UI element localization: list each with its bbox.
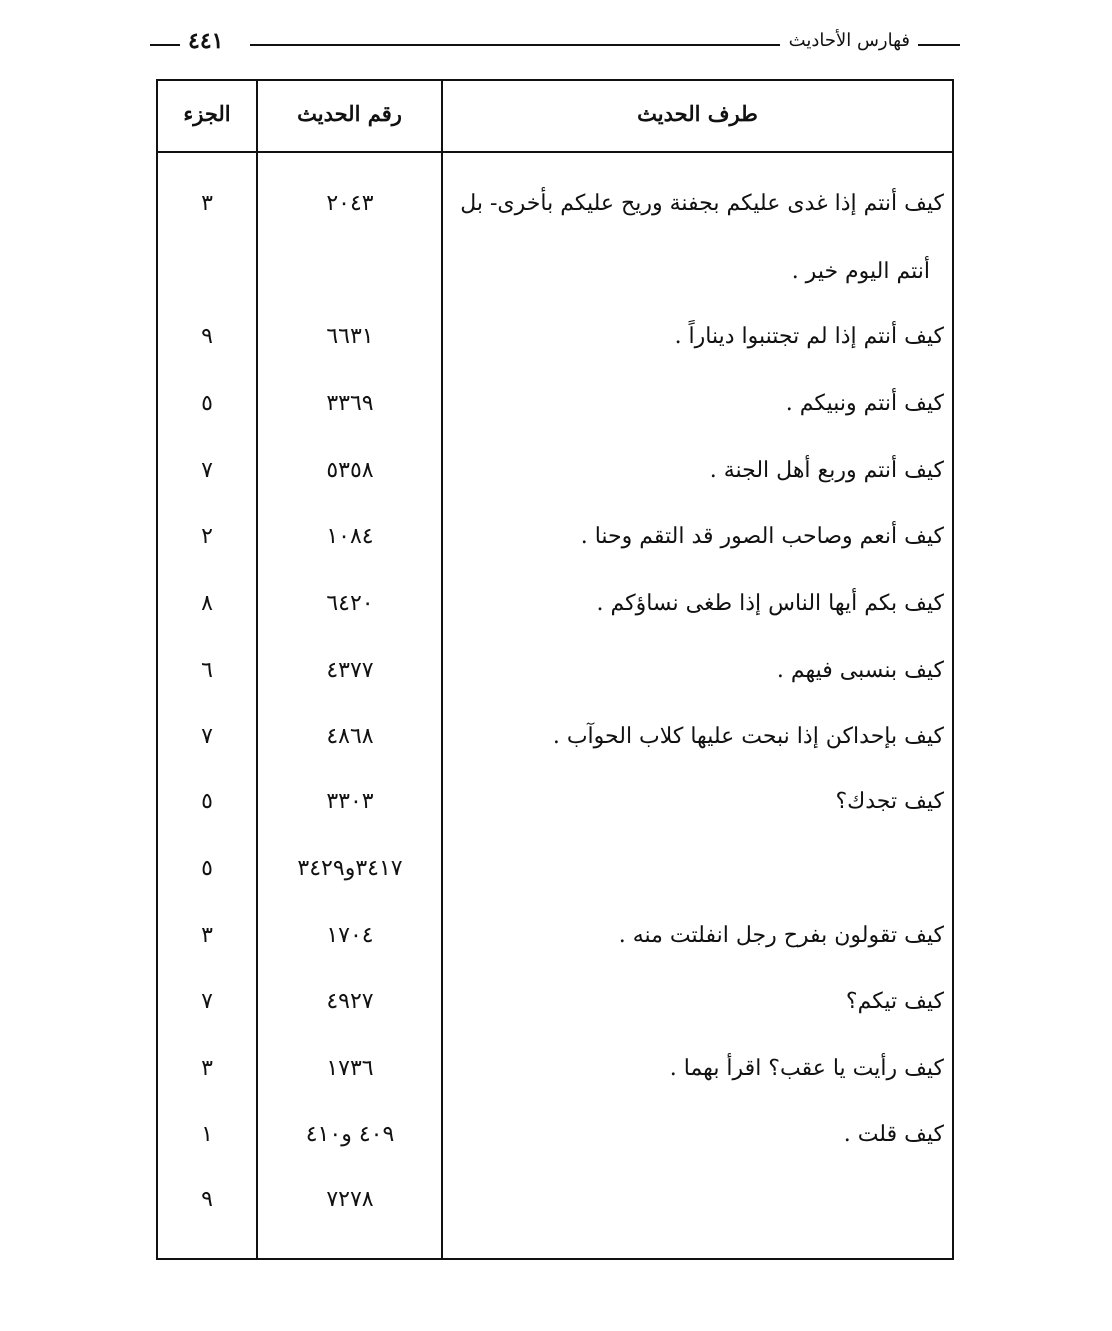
row-12-text: كيف تيكم؟: [845, 989, 944, 1014]
row-6-volume: ٨: [201, 591, 213, 616]
row-11-volume: ٣: [201, 923, 213, 948]
row-11-text: كيف تقولون بفرح رجل انفلتت منه .: [618, 923, 944, 948]
row-13-text: كيف رأيت يا عقب؟ اقرأ بهما .: [669, 1056, 944, 1081]
row-1-continuation-text: أنتم اليوم خير .: [791, 259, 930, 284]
header-rule-right: [918, 44, 960, 46]
row-8-number: ٤٨٦٨: [326, 724, 374, 749]
row-1-volume: ٣: [201, 191, 213, 216]
row-2-number: ٦٦٣١: [326, 324, 374, 349]
column-header-volume: الجزء: [183, 101, 231, 126]
row-10-number: ٣٤١٧و٣٤٢٩: [297, 856, 403, 881]
row-9-volume: ٥: [201, 789, 213, 814]
row-2-volume: ٩: [201, 324, 213, 349]
row-11-number: ١٧٠٤: [326, 923, 374, 948]
header-rule-left: [150, 44, 182, 46]
column-header-hadith-number: رقم الحديث: [297, 101, 402, 126]
row-1-text: كيف أنتم إذا غدى عليكم بجفنة وريح عليكم بأخرى- بل: [460, 191, 944, 216]
row-4-text: كيف أنتم وربع أهل الجنة .: [709, 458, 944, 483]
row-4-volume: ٧: [201, 458, 213, 483]
row-13-volume: ٣: [201, 1056, 213, 1081]
row-12-number: ٤٩٢٧: [326, 989, 374, 1014]
row-8-text: كيف بإحداكن إذا نبحت عليها كلاب الحوآب .: [552, 724, 944, 749]
header-rule-middle: [250, 44, 780, 46]
row-15-number: ٧٢٧٨: [326, 1187, 374, 1212]
row-14-volume: ١: [201, 1122, 213, 1147]
row-2-text: كيف أنتم إذا لم تجتنبوا ديناراً .: [674, 324, 944, 349]
row-7-volume: ٦: [201, 658, 213, 683]
row-9-number: ٣٣٠٣: [326, 789, 374, 814]
column-header-hadith-start: طرف الحديث: [637, 101, 758, 126]
page-header: [150, 28, 960, 62]
row-3-text: كيف أنتم ونبيكم .: [785, 391, 944, 416]
row-8-volume: ٧: [201, 724, 213, 749]
row-6-number: ٦٤٢٠: [326, 591, 374, 616]
row-5-text: كيف أنعم وصاحب الصور قد التقم وحنا .: [580, 524, 944, 549]
page-number: ٤٤١: [180, 28, 231, 54]
row-10-volume: ٥: [201, 856, 213, 881]
row-5-number: ١٠٨٤: [326, 524, 374, 549]
header-divider: [158, 151, 952, 153]
row-5-volume: ٢: [201, 524, 213, 549]
row-7-number: ٤٣٧٧: [326, 658, 374, 683]
row-12-volume: ٧: [201, 989, 213, 1014]
row-3-number: ٣٣٦٩: [326, 391, 374, 416]
row-9-text: كيف تجدك؟: [835, 789, 944, 814]
row-6-text: كيف بكم أيها الناس إذا طغى نساؤكم .: [596, 591, 944, 616]
row-15-volume: ٩: [201, 1187, 213, 1212]
row-3-volume: ٥: [201, 391, 213, 416]
row-13-number: ١٧٣٦: [326, 1056, 374, 1081]
row-14-number: ٤٠٩ و٤١٠: [305, 1122, 395, 1147]
row-7-text: كيف بنسبى فيهم .: [776, 658, 944, 683]
row-14-text: كيف قلت .: [843, 1122, 944, 1147]
header-title: فهارس الأحاديث: [781, 30, 918, 51]
row-1-number: ٢٠٤٣: [326, 191, 374, 216]
row-4-number: ٥٣٥٨: [326, 458, 374, 483]
hadith-index-table: [156, 79, 954, 1260]
